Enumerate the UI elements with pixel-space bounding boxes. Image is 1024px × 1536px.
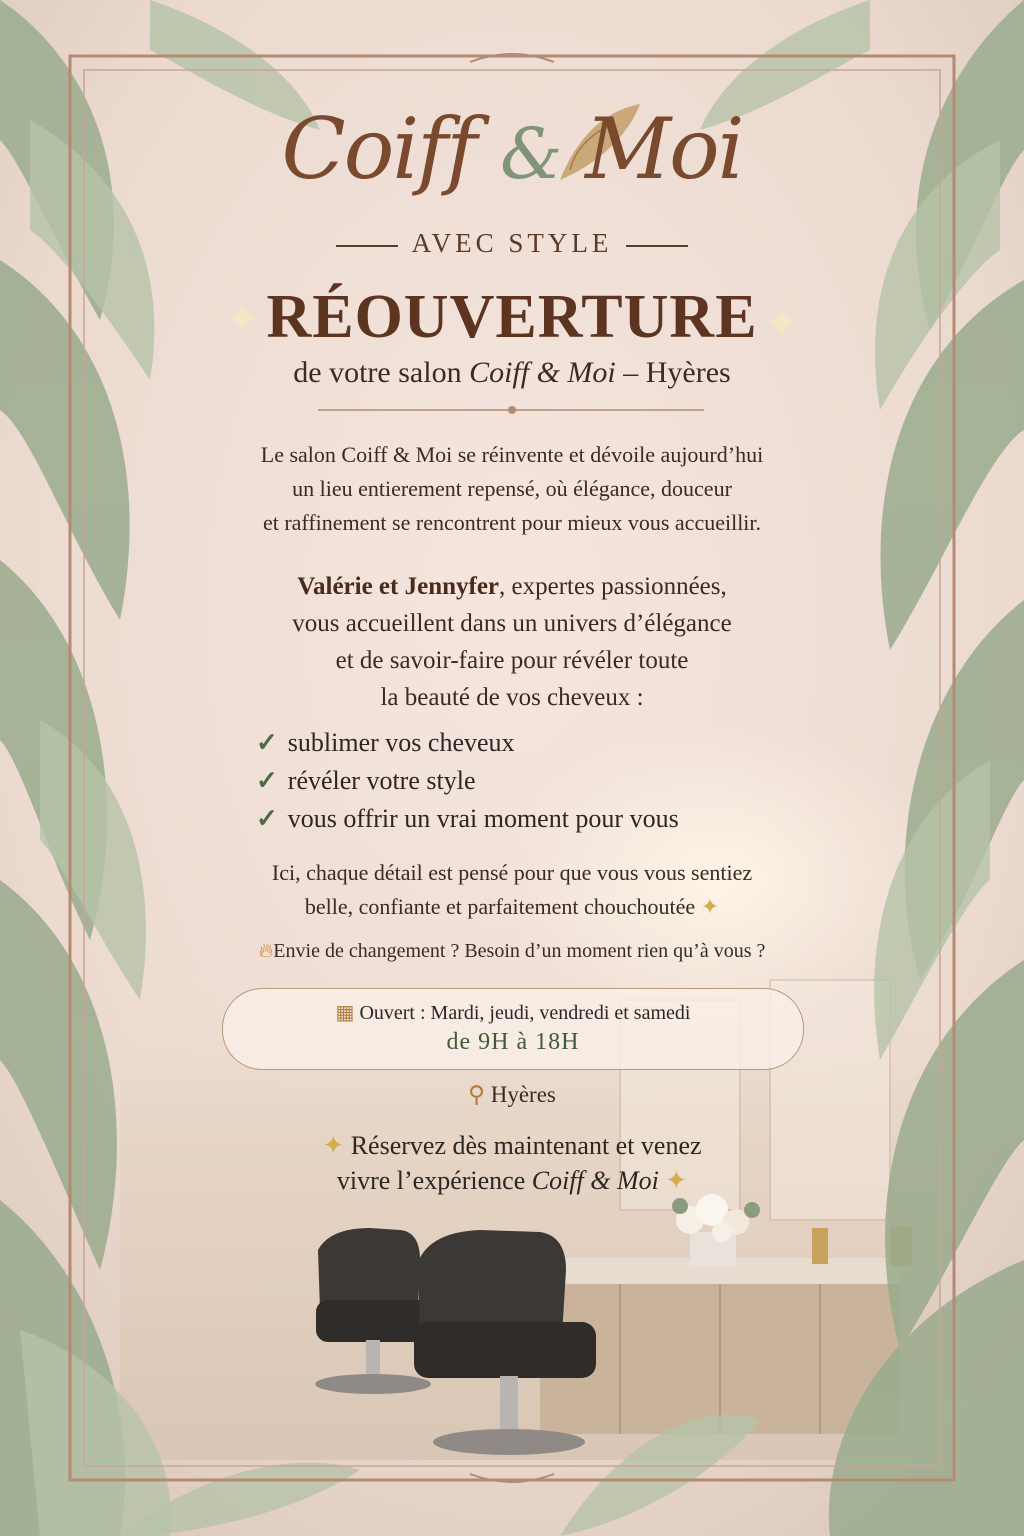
subtitle-brand: Coiff & Moi xyxy=(469,356,616,389)
benefit-label: vous offrir un vrai moment pour vous xyxy=(287,804,679,833)
logo-part2: Moi xyxy=(585,100,743,198)
cta-line xyxy=(0,1128,1024,1163)
benefit-label: révéler votre style xyxy=(287,766,476,795)
flame-icon: 🔥︎ xyxy=(258,940,274,962)
experts-line1-rest: , expertes passionnées, xyxy=(499,573,727,600)
page-title: RÉOUVERTURE xyxy=(266,283,758,351)
check-icon: ✓ xyxy=(256,766,278,795)
list-item xyxy=(256,724,679,762)
detail-line: Ici, chaque détail est pensé pour que vous vous sentiez xyxy=(271,860,753,885)
list-item xyxy=(256,762,679,800)
intro-line: et raffinement se rencontrent pour mieux vous accueillir. xyxy=(262,510,762,535)
logo-ampersand: & xyxy=(500,113,561,195)
detail-paragraph xyxy=(0,856,1024,924)
detail-line xyxy=(0,890,1024,924)
intro-paragraph xyxy=(0,438,1024,540)
question-text: Envie de changement ? Besoin d’un moment rien qu’à vous ? xyxy=(273,940,766,962)
opening-days xyxy=(223,1000,803,1025)
intro-line: Le salon Coiff & Moi se réinvente et dévoile aujourd’hui xyxy=(260,442,764,467)
detail-line2-text: belle, confiante et parfaitement chouchoutée xyxy=(304,894,696,919)
location-text: Hyères xyxy=(490,1082,556,1107)
subtitle-prefix: de votre salon xyxy=(293,356,470,389)
opening-days-text: Ouvert : Mardi, jeudi, vendredi et samedi xyxy=(359,1002,691,1024)
list-item xyxy=(256,800,679,838)
experts-line: vous accueillent dans un univers d’élégance xyxy=(292,610,732,637)
experts-paragraph xyxy=(0,568,1024,716)
experts-line: la beauté de vos cheveux : xyxy=(380,684,644,711)
sparkle-icon: ✦ xyxy=(322,1131,345,1160)
opening-hours-box xyxy=(222,988,804,1070)
brand-logo xyxy=(0,100,1024,198)
calendar-icon: ▦ xyxy=(335,1002,355,1024)
brand-tagline: AVEC STYLE xyxy=(0,228,1024,259)
cta-brand: Coiff & Moi xyxy=(531,1166,659,1195)
intro-line: un lieu entierement repensé, où élégance, douceur xyxy=(292,476,732,501)
subtitle-suffix: – Hyères xyxy=(615,356,731,389)
map-pin-icon: ⚲ xyxy=(468,1082,485,1107)
check-icon: ✓ xyxy=(256,804,278,833)
question-line xyxy=(0,940,1024,963)
cta-line2-prefix: vivre l’expérience xyxy=(336,1166,532,1195)
cta-line xyxy=(0,1163,1024,1198)
check-icon: ✓ xyxy=(256,728,278,757)
benefits-list xyxy=(256,724,679,838)
cta-line1-text: Réservez dès maintenant et venez xyxy=(350,1131,702,1160)
location xyxy=(0,1082,1024,1108)
sparkle-icon: ✦ xyxy=(665,1166,688,1195)
opening-time: de 9H à 18H xyxy=(446,1029,580,1055)
experts-line xyxy=(0,568,1024,605)
logo-part1: Coiff xyxy=(281,100,476,198)
experts-line: et de savoir-faire pour révéler toute xyxy=(335,647,689,674)
call-to-action xyxy=(0,1128,1024,1198)
page-subtitle xyxy=(0,356,1024,390)
sparkle-icon: ✦ xyxy=(700,894,720,919)
experts-names: Valérie et Jennyfer xyxy=(297,573,500,600)
benefit-label: sublimer vos cheveux xyxy=(287,728,515,757)
